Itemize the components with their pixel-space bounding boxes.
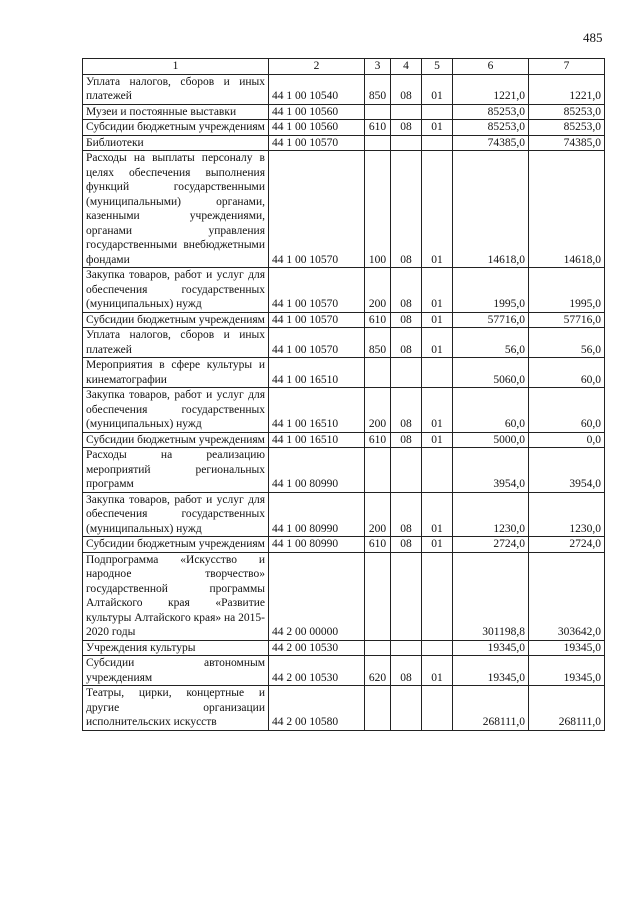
table-row — [83, 686, 605, 731]
row-rz-cell: 08 — [391, 151, 422, 268]
row-name-cell: Учреждения культуры — [83, 640, 269, 656]
row-sum1-cell: 301198,8 — [453, 552, 529, 640]
row-pr-cell — [422, 358, 453, 388]
row-pr-cell — [422, 104, 453, 120]
row-pr-cell — [422, 686, 453, 731]
table-row — [83, 492, 605, 537]
row-vr-cell — [365, 448, 391, 493]
row-pr-cell: 01 — [422, 268, 453, 313]
row-sum2-cell: 19345,0 — [529, 640, 605, 656]
row-pr-cell: 01 — [422, 537, 453, 553]
table-row — [83, 388, 605, 433]
row-name-cell: Субсидии бюджетным учреждениям — [83, 312, 269, 328]
row-code-cell: 44 2 00 10530 — [269, 656, 365, 686]
column-header: 4 — [391, 59, 422, 75]
row-pr-cell: 01 — [422, 328, 453, 358]
row-sum1-cell: 85253,0 — [453, 104, 529, 120]
row-name-cell: Субсидии бюджетным учреждениям — [83, 120, 269, 136]
row-pr-cell: 01 — [422, 388, 453, 433]
row-rz-cell: 08 — [391, 268, 422, 313]
page-number: 485 — [583, 30, 603, 45]
row-name-cell: Библиотеки — [83, 135, 269, 151]
header-row — [83, 59, 605, 75]
table-row — [83, 328, 605, 358]
row-vr-cell: 850 — [365, 328, 391, 358]
row-vr-cell: 200 — [365, 492, 391, 537]
row-sum2-cell: 1995,0 — [529, 268, 605, 313]
row-sum1-cell: 3954,0 — [453, 448, 529, 493]
row-rz-cell: 08 — [391, 328, 422, 358]
row-code-cell: 44 2 00 10530 — [269, 640, 365, 656]
row-sum1-cell: 268111,0 — [453, 686, 529, 731]
row-name-cell: Театры, цирки, концертные и другие организации исполнительских искусств — [83, 686, 269, 731]
row-sum2-cell: 56,0 — [529, 328, 605, 358]
table-row — [83, 358, 605, 388]
row-name-cell: Субсидии автономным учреждениям — [83, 656, 269, 686]
row-rz-cell: 08 — [391, 656, 422, 686]
table-row — [83, 268, 605, 313]
row-code-cell: 44 1 00 80990 — [269, 492, 365, 537]
row-sum1-cell: 1995,0 — [453, 268, 529, 313]
row-vr-cell — [365, 104, 391, 120]
row-sum2-cell: 85253,0 — [529, 120, 605, 136]
row-pr-cell: 01 — [422, 432, 453, 448]
row-pr-cell: 01 — [422, 312, 453, 328]
column-header: 1 — [83, 59, 269, 75]
row-sum2-cell: 85253,0 — [529, 104, 605, 120]
row-sum2-cell: 303642,0 — [529, 552, 605, 640]
row-sum1-cell: 19345,0 — [453, 656, 529, 686]
row-pr-cell — [422, 552, 453, 640]
row-pr-cell: 01 — [422, 120, 453, 136]
row-sum1-cell: 60,0 — [453, 388, 529, 433]
row-name-cell: Подпрограмма «Искусство и народное творчество» государственной программы Алтайского края «Развитие культуры Алтайского края» на 2015-2020 годы — [83, 552, 269, 640]
row-name-cell: Музеи и постоянные выставки — [83, 104, 269, 120]
table-row — [83, 312, 605, 328]
row-sum2-cell: 268111,0 — [529, 686, 605, 731]
row-code-cell: 44 2 00 10580 — [269, 686, 365, 731]
row-name-cell: Субсидии бюджетным учреждениям — [83, 537, 269, 553]
row-sum2-cell: 60,0 — [529, 388, 605, 433]
row-sum2-cell: 19345,0 — [529, 656, 605, 686]
row-pr-cell: 01 — [422, 74, 453, 104]
row-vr-cell — [365, 135, 391, 151]
table-row — [83, 151, 605, 268]
row-code-cell: 44 1 00 10560 — [269, 104, 365, 120]
row-rz-cell: 08 — [391, 492, 422, 537]
row-code-cell: 44 1 00 16510 — [269, 358, 365, 388]
column-header: 3 — [365, 59, 391, 75]
row-vr-cell: 200 — [365, 268, 391, 313]
row-rz-cell — [391, 686, 422, 731]
row-code-cell: 44 1 00 10560 — [269, 120, 365, 136]
table-row — [83, 552, 605, 640]
row-name-cell: Уплата налогов, сборов и иных платежей — [83, 74, 269, 104]
row-code-cell: 44 1 00 16510 — [269, 388, 365, 433]
row-vr-cell — [365, 686, 391, 731]
table-row — [83, 656, 605, 686]
row-sum1-cell: 1221,0 — [453, 74, 529, 104]
row-pr-cell: 01 — [422, 492, 453, 537]
row-vr-cell: 610 — [365, 537, 391, 553]
row-vr-cell: 610 — [365, 432, 391, 448]
row-name-cell: Мероприятия в сфере культуры и кинематографии — [83, 358, 269, 388]
table-row — [83, 432, 605, 448]
row-sum1-cell: 5000,0 — [453, 432, 529, 448]
row-code-cell: 44 1 00 10570 — [269, 268, 365, 313]
table-row — [83, 120, 605, 136]
row-pr-cell — [422, 448, 453, 493]
row-rz-cell — [391, 104, 422, 120]
row-rz-cell — [391, 358, 422, 388]
row-sum2-cell: 60,0 — [529, 358, 605, 388]
row-code-cell: 44 1 00 80990 — [269, 448, 365, 493]
row-name-cell: Закупка товаров, работ и услуг для обеспечения государственных (муниципальных) нужд — [83, 268, 269, 313]
row-vr-cell: 850 — [365, 74, 391, 104]
row-vr-cell: 200 — [365, 388, 391, 433]
row-sum1-cell: 56,0 — [453, 328, 529, 358]
row-code-cell: 44 1 00 10570 — [269, 151, 365, 268]
column-header: 7 — [529, 59, 605, 75]
row-vr-cell — [365, 640, 391, 656]
column-header: 6 — [453, 59, 529, 75]
row-name-cell: Закупка товаров, работ и услуг для обеспечения государственных (муниципальных) нужд — [83, 388, 269, 433]
row-code-cell: 44 2 00 00000 — [269, 552, 365, 640]
row-sum2-cell: 2724,0 — [529, 537, 605, 553]
row-sum2-cell: 3954,0 — [529, 448, 605, 493]
row-vr-cell: 100 — [365, 151, 391, 268]
row-sum1-cell: 57716,0 — [453, 312, 529, 328]
row-sum2-cell: 0,0 — [529, 432, 605, 448]
row-rz-cell — [391, 640, 422, 656]
table-row — [83, 448, 605, 493]
row-sum2-cell: 14618,0 — [529, 151, 605, 268]
budget-table — [82, 58, 605, 731]
row-vr-cell: 610 — [365, 120, 391, 136]
row-sum1-cell: 14618,0 — [453, 151, 529, 268]
row-code-cell: 44 1 00 10570 — [269, 135, 365, 151]
table-row — [83, 104, 605, 120]
row-rz-cell: 08 — [391, 312, 422, 328]
row-name-cell: Субсидии бюджетным учреждениям — [83, 432, 269, 448]
table-row — [83, 74, 605, 104]
row-code-cell: 44 1 00 16510 — [269, 432, 365, 448]
row-pr-cell — [422, 640, 453, 656]
table-row — [83, 135, 605, 151]
row-name-cell: Расходы на реализацию мероприятий региональных программ — [83, 448, 269, 493]
row-pr-cell: 01 — [422, 656, 453, 686]
table-row — [83, 640, 605, 656]
row-sum1-cell: 74385,0 — [453, 135, 529, 151]
row-sum2-cell: 1221,0 — [529, 74, 605, 104]
row-sum1-cell: 2724,0 — [453, 537, 529, 553]
row-rz-cell — [391, 448, 422, 493]
row-sum1-cell: 19345,0 — [453, 640, 529, 656]
row-name-cell: Расходы на выплаты персоналу в целях обеспечения выполнения функций государственными (муниципальными) органами, казенными учреждениями, органами управления государственными внебюджетными фондами — [83, 151, 269, 268]
row-sum2-cell: 74385,0 — [529, 135, 605, 151]
row-vr-cell: 620 — [365, 656, 391, 686]
row-rz-cell — [391, 552, 422, 640]
row-rz-cell: 08 — [391, 120, 422, 136]
row-sum1-cell: 85253,0 — [453, 120, 529, 136]
row-name-cell: Уплата налогов, сборов и иных платежей — [83, 328, 269, 358]
row-sum2-cell: 57716,0 — [529, 312, 605, 328]
row-code-cell: 44 1 00 10540 — [269, 74, 365, 104]
row-rz-cell: 08 — [391, 388, 422, 433]
column-header: 5 — [422, 59, 453, 75]
row-vr-cell: 610 — [365, 312, 391, 328]
row-code-cell: 44 1 00 10570 — [269, 328, 365, 358]
row-sum1-cell: 5060,0 — [453, 358, 529, 388]
row-sum1-cell: 1230,0 — [453, 492, 529, 537]
table-row — [83, 537, 605, 553]
row-rz-cell: 08 — [391, 74, 422, 104]
row-name-cell: Закупка товаров, работ и услуг для обеспечения государственных (муниципальных) нужд — [83, 492, 269, 537]
row-rz-cell: 08 — [391, 537, 422, 553]
row-vr-cell — [365, 358, 391, 388]
row-rz-cell — [391, 135, 422, 151]
row-rz-cell: 08 — [391, 432, 422, 448]
column-header: 2 — [269, 59, 365, 75]
row-code-cell: 44 1 00 10570 — [269, 312, 365, 328]
row-pr-cell: 01 — [422, 151, 453, 268]
row-vr-cell — [365, 552, 391, 640]
row-pr-cell — [422, 135, 453, 151]
row-code-cell: 44 1 00 80990 — [269, 537, 365, 553]
row-sum2-cell: 1230,0 — [529, 492, 605, 537]
